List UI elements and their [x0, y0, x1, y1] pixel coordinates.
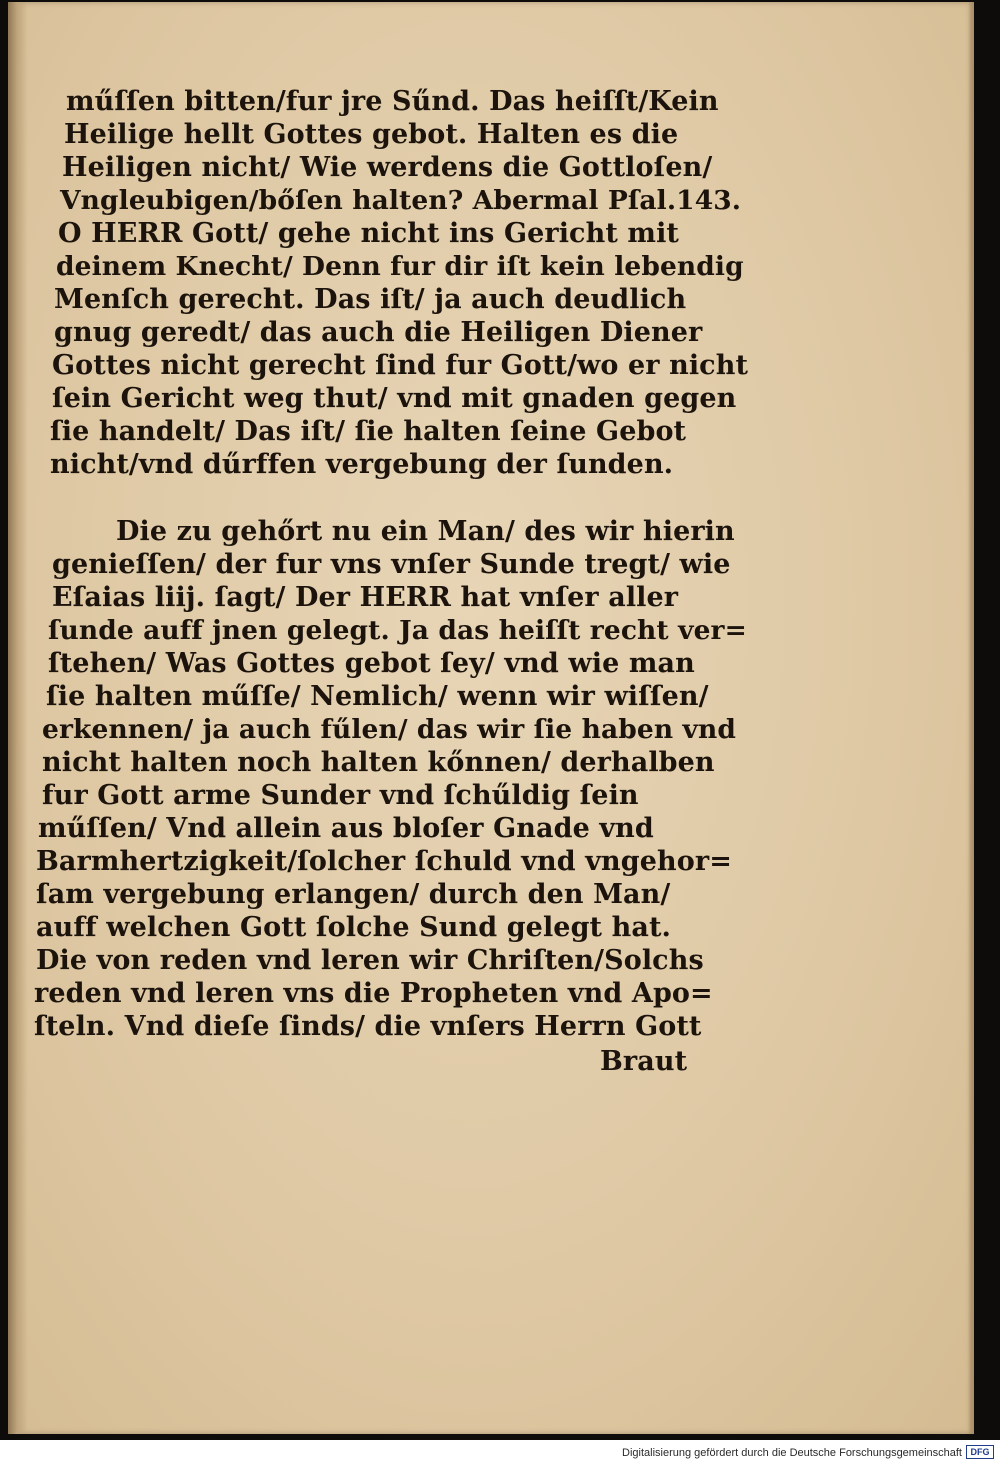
page-text-block	[8, 2, 974, 1434]
catchword: Braut	[600, 1046, 688, 1077]
text-line: fur Gott arme Sunder vnd ſchűldig ſein	[42, 780, 639, 811]
text-line: Die von reden vnd leren wir Chriſten/Solchs	[36, 945, 704, 976]
dfg-logo-icon: DFG	[966, 1445, 994, 1459]
footer-bar	[0, 1440, 1000, 1464]
funding-credit: Digitalisierung gefördert durch die Deutsche Forschungsgemeinschaft	[622, 1447, 962, 1459]
text-line: nicht/vnd dűrffen vergebung der ſunden.	[50, 449, 674, 480]
text-line: ſtehen/ Was Gottes gebot ſey/ vnd wie man	[48, 648, 695, 679]
text-line: genieſſen/ der fur vns vnſer Sunde tregt/ wie	[52, 549, 731, 580]
text-line: erkennen/ ja auch fűlen/ das wir ſie haben vnd	[42, 714, 737, 745]
text-line: Barmhertzigkeit/ſolcher ſchuld vnd vngehor=	[36, 846, 732, 877]
text-line: műſſen bitten/fur jre Sűnd. Das heiſſt/Kein	[66, 86, 719, 117]
text-line: ſein Gericht weg thut/ vnd mit gnaden gegen	[52, 383, 737, 414]
text-line: műſſen/ Vnd allein aus bloſer Gnade vnd	[38, 813, 654, 844]
text-line: Heilige hellt Gottes gebot. Halten es die	[64, 119, 679, 150]
text-line: ſunde auff jnen gelegt. Ja das heiſſt recht ver=	[48, 615, 747, 646]
text-line: Vngleubigen/bőſen halten? Abermal Pſal.143.	[60, 185, 742, 216]
text-line: deinem Knecht/ Denn fur dir iſt kein lebendig	[56, 251, 744, 282]
text-line: nicht halten noch halten kőnnen/ derhalben	[42, 747, 715, 778]
text-line: Gottes nicht gerecht ſind fur Gott/wo er nicht	[52, 350, 749, 381]
text-line: Eſaias liij. ſagt/ Der HERR hat vnſer aller	[52, 582, 679, 613]
text-line: ſteln. Vnd dieſe ſinds/ die vnſers Herrn Gott	[34, 1011, 702, 1042]
book-page	[8, 2, 974, 1434]
text-line: O HERR Gott/ gehe nicht ins Gericht mit	[58, 218, 679, 249]
text-line: reden vnd leren vns die Propheten vnd Apo=	[34, 978, 713, 1009]
text-line: gnug geredt/ das auch die Heiligen Diener	[54, 317, 703, 348]
text-line: auff welchen Gott ſolche Sund gelegt hat.	[36, 912, 672, 943]
text-line: ſie halten műſſe/ Nemlich/ wenn wir wiſſen/	[46, 681, 709, 712]
text-line: Menſch gerecht. Das iſt/ ja auch deudlich	[54, 284, 687, 315]
text-line: ſam vergebung erlangen/ durch den Man/	[36, 879, 671, 910]
text-line: Die zu gehőrt nu ein Man/ des wir hierin	[116, 516, 735, 547]
text-line: ſie handelt/ Das iſt/ ſie halten ſeine Gebot	[50, 416, 687, 447]
text-line: Heiligen nicht/ Wie werdens die Gottloſen/	[62, 152, 713, 183]
